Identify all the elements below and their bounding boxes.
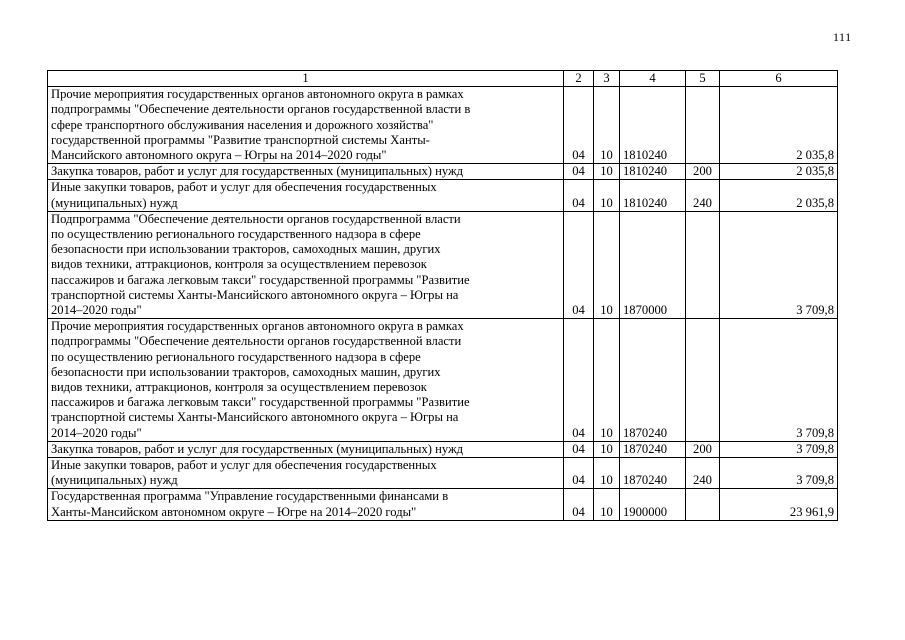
- table-row: [48, 164, 838, 180]
- section-code: 04: [564, 211, 594, 318]
- column-header: 6: [720, 71, 838, 87]
- expense-type-code: [686, 319, 720, 442]
- column-header: 3: [594, 71, 620, 87]
- table-row: [48, 441, 838, 457]
- page-number: 111: [833, 30, 852, 44]
- subsection-code: 10: [594, 458, 620, 489]
- amount: 2 035,8: [720, 180, 838, 211]
- amount: 23 961,9: [720, 489, 838, 520]
- row-description: Закупка товаров, работ и услуг для государственных (муниципальных) нужд: [48, 164, 564, 180]
- section-code: 04: [564, 319, 594, 442]
- target-article-code: 1810240: [620, 180, 686, 211]
- row-description: Прочие мероприятия государственных органов автономного округа в рамках подпрограммы "Обеспечение деятельности органов государственной власти по осуществлению регионального государственного надзора в сфере безопасности при использовании тракторов, самоходных машин, других видов техники, аттракционов, контроля за осуществлением перевозок пассажиров и багажа легковым такси" государственной программы "Развитие транспортной системы Ханты-Мансийского автономного округа – Югры на 2014–2020 годы": [48, 319, 564, 442]
- subsection-code: 10: [594, 164, 620, 180]
- section-code: 04: [564, 458, 594, 489]
- section-code: 04: [564, 164, 594, 180]
- expense-type-code: [686, 211, 720, 318]
- subsection-code: 10: [594, 319, 620, 442]
- expense-type-code: 240: [686, 180, 720, 211]
- row-description: Закупка товаров, работ и услуг для государственных (муниципальных) нужд: [48, 441, 564, 457]
- amount: 3 709,8: [720, 211, 838, 318]
- section-code: 04: [564, 489, 594, 520]
- target-article-code: 1810240: [620, 87, 686, 164]
- table-header-row: [48, 71, 838, 87]
- row-description: Иные закупки товаров, работ и услуг для обеспечения государственных (муниципальных) нужд: [48, 180, 564, 211]
- subsection-code: 10: [594, 180, 620, 211]
- target-article-code: 1870240: [620, 319, 686, 442]
- target-article-code: 1900000: [620, 489, 686, 520]
- table-row: [48, 458, 838, 489]
- section-code: 04: [564, 87, 594, 164]
- target-article-code: 1870000: [620, 211, 686, 318]
- expense-type-code: [686, 489, 720, 520]
- row-description: Государственная программа "Управление государственными финансами в Ханты-Мансийском автономном округе – Югре на 2014–2020 годы": [48, 489, 564, 520]
- column-header: 4: [620, 71, 686, 87]
- target-article-code: 1870240: [620, 441, 686, 457]
- expense-type-code: 200: [686, 164, 720, 180]
- subsection-code: 10: [594, 87, 620, 164]
- table-row: [48, 87, 838, 164]
- expense-type-code: 240: [686, 458, 720, 489]
- column-header: 1: [48, 71, 564, 87]
- target-article-code: 1810240: [620, 164, 686, 180]
- section-code: 04: [564, 441, 594, 457]
- subsection-code: 10: [594, 441, 620, 457]
- amount: 2 035,8: [720, 87, 838, 164]
- row-description: Прочие мероприятия государственных органов автономного округа в рамках подпрограммы "Обеспечение деятельности органов государственной власти в сфере транспортного обслуживания населения и дорожного хозяйства" государственной программы "Развитие транспортной системы Ханты- Мансийского автономного округа – Югры на 2014–2020 годы": [48, 87, 564, 164]
- amount: 3 709,8: [720, 458, 838, 489]
- section-code: 04: [564, 180, 594, 211]
- amount: 2 035,8: [720, 164, 838, 180]
- table-row: [48, 211, 838, 318]
- budget-table: [47, 70, 838, 521]
- subsection-code: 10: [594, 489, 620, 520]
- expense-type-code: [686, 87, 720, 164]
- column-header: 2: [564, 71, 594, 87]
- expense-type-code: 200: [686, 441, 720, 457]
- amount: 3 709,8: [720, 441, 838, 457]
- target-article-code: 1870240: [620, 458, 686, 489]
- row-description: Иные закупки товаров, работ и услуг для обеспечения государственных (муниципальных) нужд: [48, 458, 564, 489]
- table-row: [48, 489, 838, 520]
- subsection-code: 10: [594, 211, 620, 318]
- amount: 3 709,8: [720, 319, 838, 442]
- table-row: [48, 319, 838, 442]
- row-description: Подпрограмма "Обеспечение деятельности органов государственной власти по осуществлению регионального государственного надзора в сфере безопасности при использовании тракторов, самоходных машин, других видов техники, аттракционов, контроля за осуществлением перевозок пассажиров и багажа легковым такси" государственной программы "Развитие транспортной системы Ханты-Мансийского автономного округа – Югры на 2014–2020 годы": [48, 211, 564, 318]
- column-header: 5: [686, 71, 720, 87]
- table-row: [48, 180, 838, 211]
